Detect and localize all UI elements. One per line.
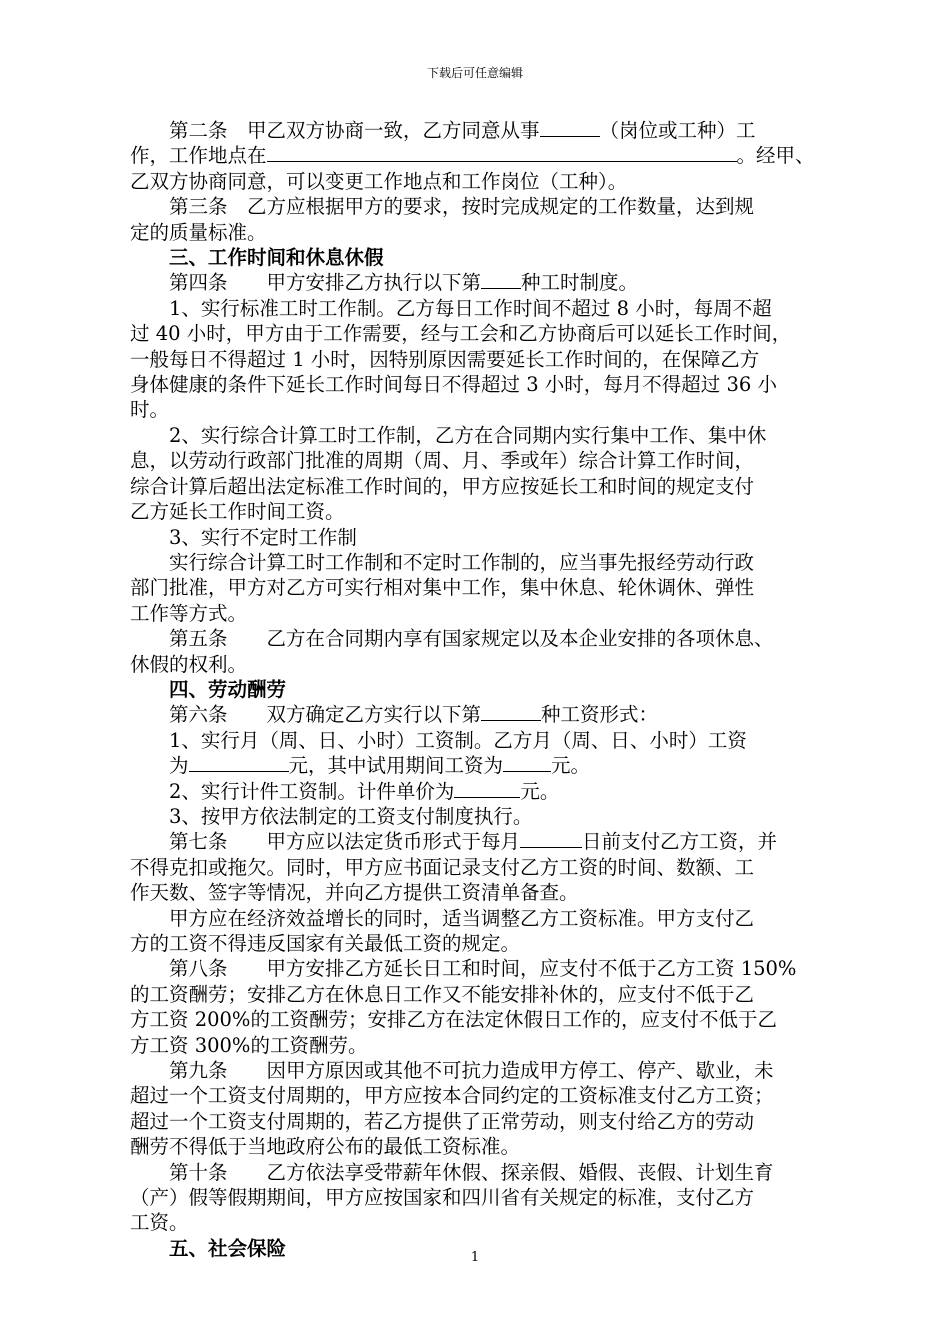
probation-wage-blank: [503, 753, 551, 772]
page-header: 下载后可任意编辑: [426, 66, 523, 80]
article-2-line-1: 第二条 甲乙双方协商一致，乙方同意从事 （岗位或工种）工: [169, 119, 756, 142]
article-7-line-3: 作天数、签字等情况，并向乙方提供工资清单备查。: [130, 881, 579, 905]
article-2-line-2: 作，工作地点在 。经甲、: [130, 144, 815, 168]
article-9-line-1: 第九条 因甲方原因或其他不可抗力造成甲方停工、停产、歇业，未: [169, 1059, 774, 1083]
payday-blank: [520, 829, 582, 848]
article-8-line-3: 方工资 200%的工资酬劳；安排乙方在法定休假日工作的，应支付不低于乙: [130, 1008, 777, 1032]
wage-policy-line: 3、按甲方依法制定的工资支付制度执行。: [169, 804, 533, 828]
piece-price-blank: [454, 779, 520, 798]
comprehensive-hours-line-2: 息，以劳动行政部门批准的周期（周、月、季或年）综合计算工作时间，: [130, 449, 755, 473]
wage-adjust-line-2: 方的工资不得违反国家有关最低工资的规定。: [130, 932, 521, 955]
comprehensive-hours-line-4: 乙方延长工作时间工资。: [130, 500, 345, 524]
piece-wage-line: 2、实行计件工资制。计件单价为 元。: [169, 779, 560, 803]
flexible-hours-title: 3、实行不定时工作制: [169, 525, 357, 549]
workplace-blank: [267, 143, 737, 162]
wage-amount-blank: [189, 753, 289, 772]
page-number: 1: [470, 1250, 480, 1265]
approval-line-1: 实行综合计算工时工作制和不定时工作制的，应当事先报经劳动行政: [169, 550, 755, 574]
comprehensive-hours-line-3: 综合计算后超出法定标准工作时间的，甲方应按延长工和时间的规定支付: [130, 474, 755, 498]
monthly-wage-line-1: 1、实行月（周、日、小时）工资制。乙方月（周、日、小时）工资: [169, 728, 747, 752]
article-9-line-2: 超过一个工资支付周期的，甲方应按本合同约定的工资标准支付乙方工资；: [130, 1084, 774, 1108]
standard-hours-line-4: 身体健康的条件下延长工作时间每日不得超过 3 小时，每月不得超过 36 小: [130, 373, 778, 397]
comprehensive-hours-line-1: 2、实行综合计算工时工作制，乙方在合同期内实行集中工作、集中休: [169, 423, 767, 447]
article-2-line-3: 乙双方协商同意，可以变更工作地点和工作岗位（工种）。: [130, 169, 628, 193]
article-8-line-1: 第八条 甲方安排乙方延长日工和时间，应支付不低于乙方工资 150%: [169, 957, 797, 981]
article-10-line-3: 工资。: [130, 1211, 189, 1235]
article-8-line-4: 方工资 300%的工资酬劳。: [130, 1033, 368, 1057]
approval-line-2: 部门批准，甲方对乙方可实行相对集中工作，集中休息、轮休调休、弹性: [130, 576, 755, 600]
position-blank: [540, 118, 600, 137]
standard-hours-line-1: 1、实行标准工时工作制。乙方每日工作时间不超过 8 小时，每周不超: [169, 296, 772, 320]
section-3-heading: 三、工作时间和休息休假: [169, 246, 384, 270]
article-4-line-1: 第四条 甲方安排乙方执行以下第 种工时制度。: [169, 271, 639, 295]
standard-hours-line-3: 一般每日不得超过 1 小时，因特别原因需要延长工作时间的，在保障乙方: [130, 347, 760, 371]
article-6-line-1: 第六条 双方确定乙方实行以下第 种工资形式：: [169, 703, 659, 727]
article-5-line-2: 休假的权利。: [130, 652, 248, 676]
section-4-heading: 四、劳动酬劳: [169, 677, 287, 701]
article-10-line-2: （产）假等假期期间，甲方应按国家和四川省有关规定的标准，支付乙方: [130, 1186, 755, 1210]
work-hour-system-blank: [481, 270, 521, 289]
approval-line-3: 工作等方式。: [130, 601, 248, 625]
article-7-line-1: 第七条 甲方应以法定货币形式于每月 日前支付乙方工资，并: [169, 830, 778, 854]
article-9-line-4: 酬劳不得低于当地政府公布的最低工资标准。: [130, 1135, 521, 1159]
article-5-line-1: 第五条 乙方在合同期内享有国家规定以及本企业安排的各项休息、: [169, 627, 774, 651]
article-3-line-1: 第三条 乙方应根据甲方的要求，按时完成规定的工作数量，达到规: [169, 195, 755, 219]
article-3-line-2: 定的质量标准。: [130, 220, 267, 244]
contract-body: [130, 118, 846, 1261]
article-9-line-3: 超过一个工资支付周期的，若乙方提供了正常劳动，则支付给乙方的劳动: [130, 1109, 755, 1133]
article-10-line-1: 第十条 乙方依法享受带薪年休假、探亲假、婚假、丧假、计划生育: [169, 1160, 774, 1184]
standard-hours-line-2: 过 40 小时，甲方由于工作需要，经与工会和乙方协商后可以延长工作时间，: [130, 322, 792, 346]
article-8-line-2: 的工资酬劳；安排乙方在休息日工作又不能安排补休的，应支付不低于乙: [130, 982, 755, 1006]
monthly-wage-line-2: 为 元，其中试用期间工资为 元。: [169, 754, 591, 778]
section-5-heading: 五、社会保险: [169, 1236, 287, 1260]
wage-form-blank: [481, 702, 541, 721]
standard-hours-line-5: 时。: [130, 398, 170, 422]
wage-adjust-line-1: 甲方应在经济效益增长的同时，适当调整乙方工资标准。甲方支付乙: [169, 906, 755, 930]
article-7-line-2: 不得克扣或拖欠。同时，甲方应书面记录支付乙方工资的时间、数额、工: [130, 855, 755, 879]
